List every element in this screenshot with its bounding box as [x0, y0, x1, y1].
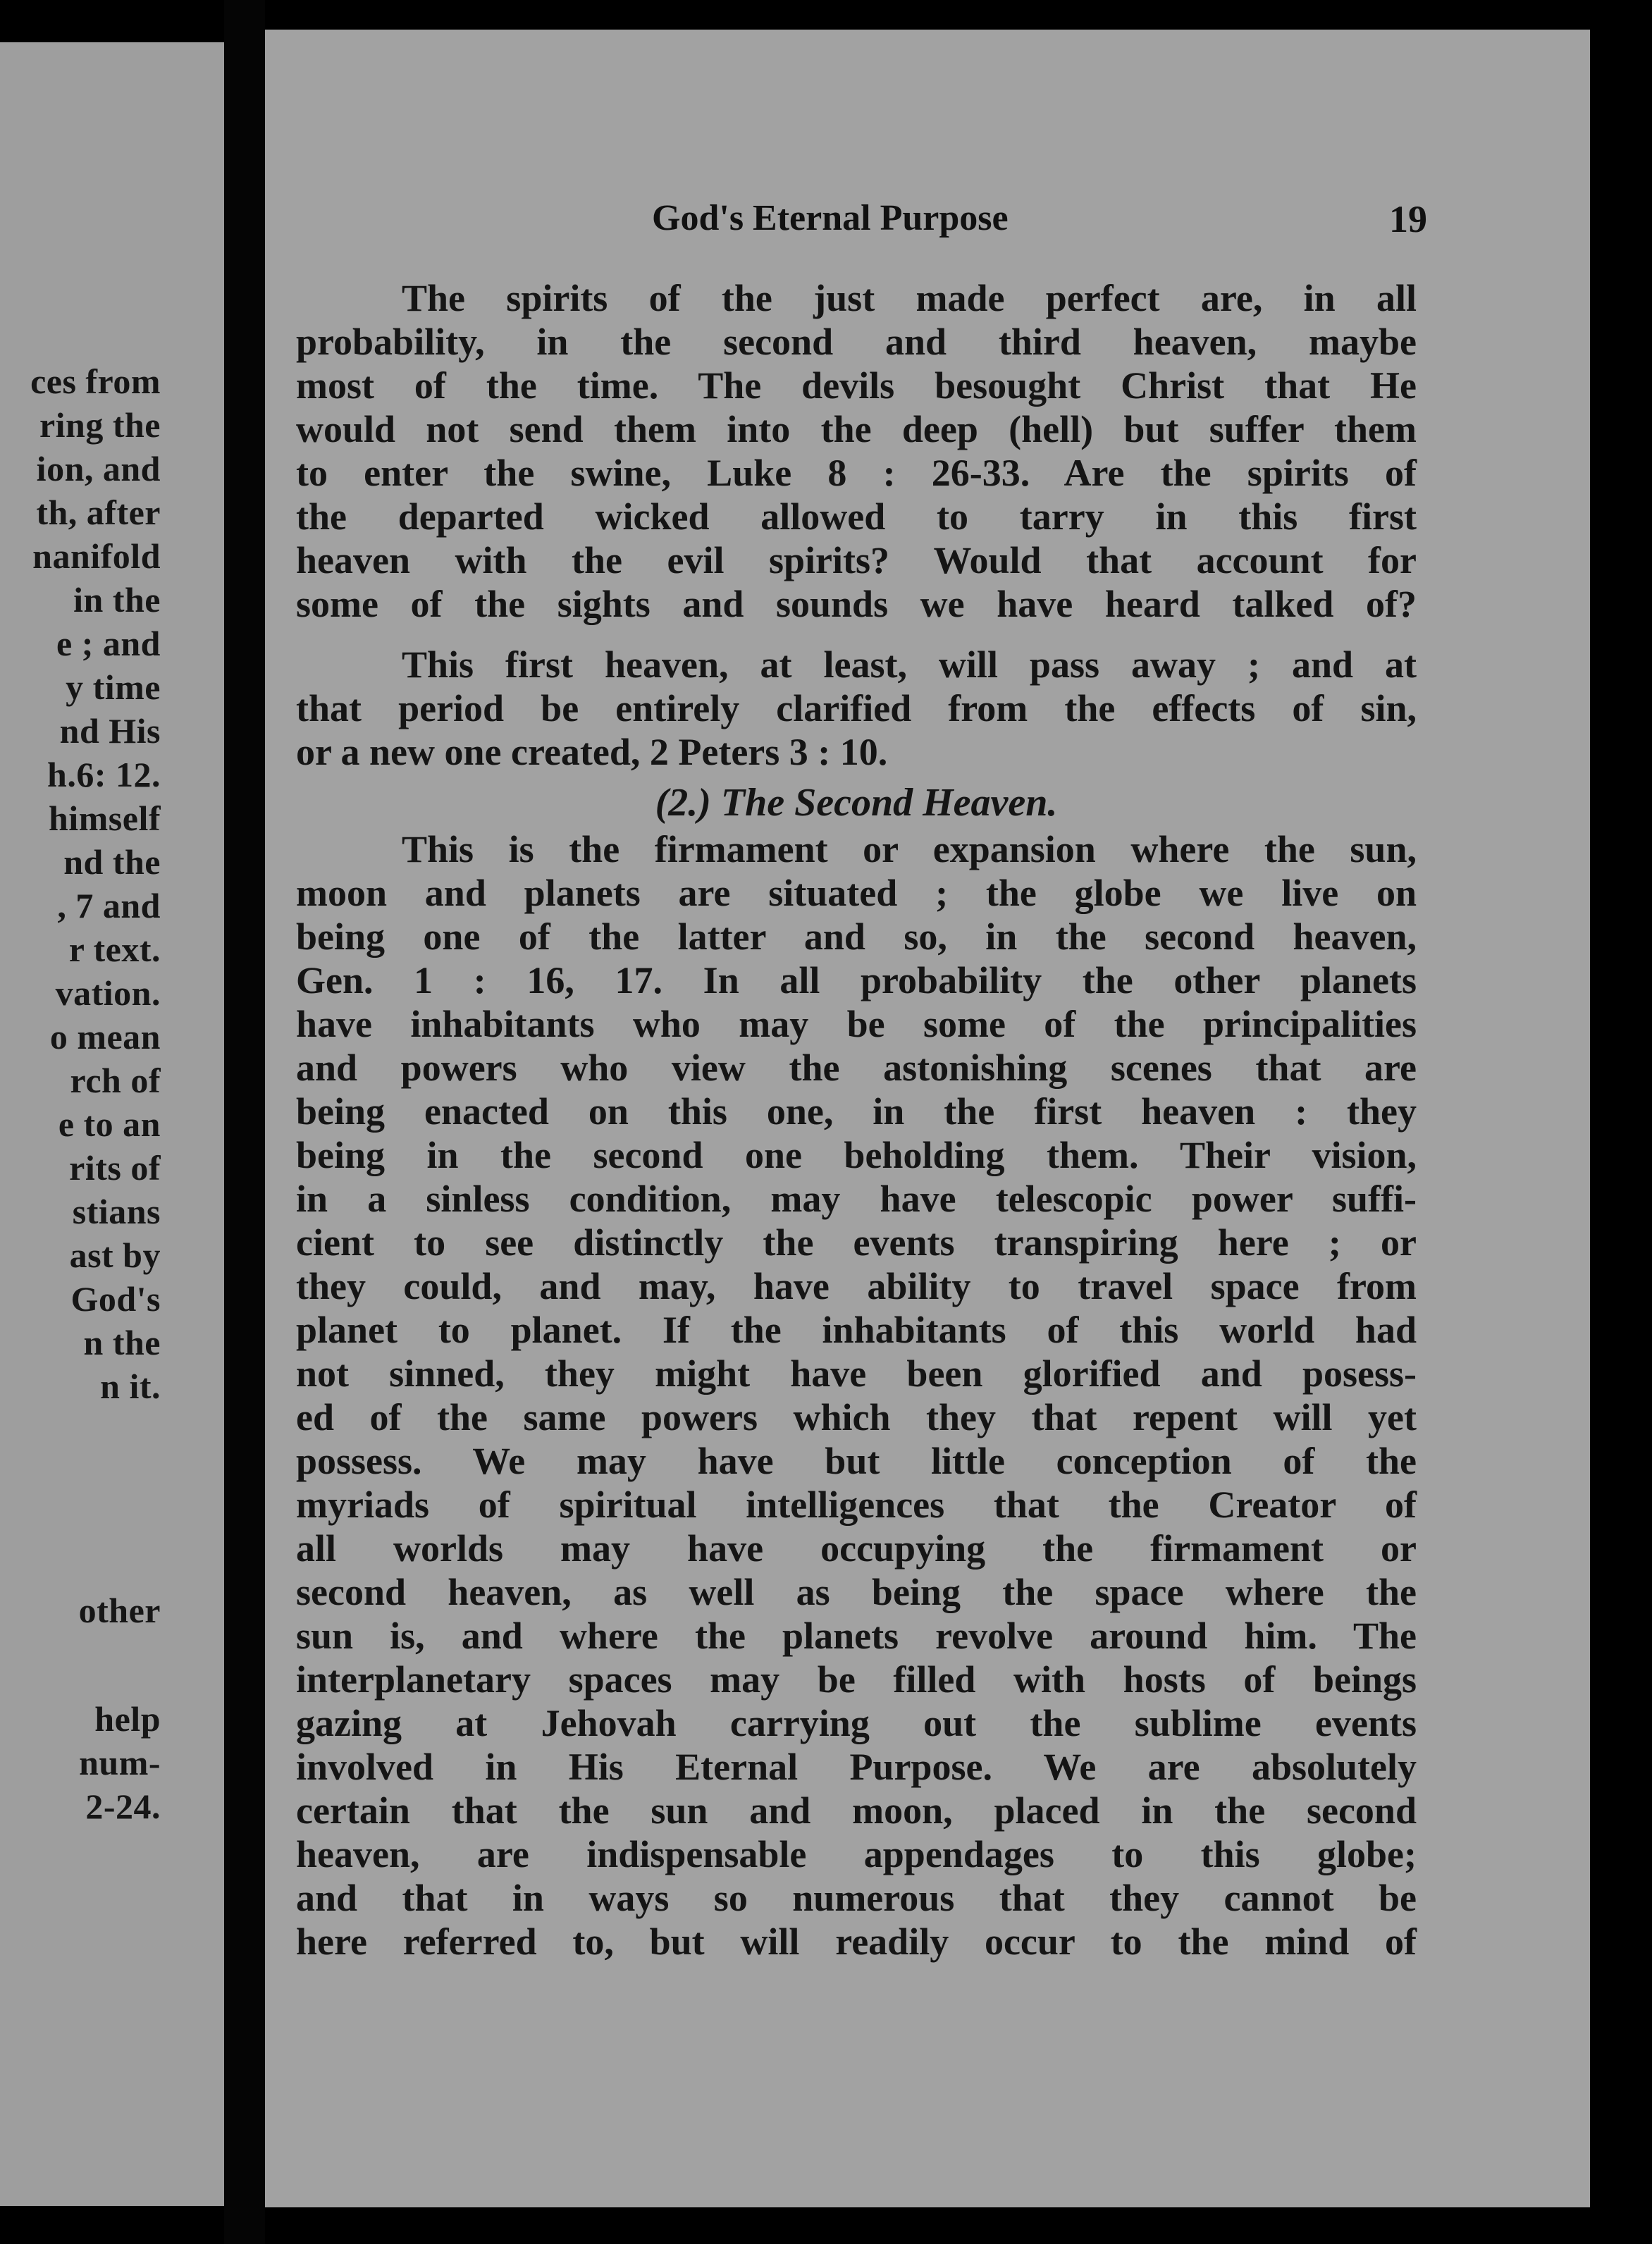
paragraph — [296, 643, 1417, 774]
text-line: This first heaven, at least, will pass away ; and at — [402, 643, 1417, 686]
left-page-line: y time — [66, 667, 161, 707]
text-line: probability, in the second and third heaven, maybe — [296, 321, 1417, 363]
text-line: myriads of spiritual intelligences that the Creator of — [296, 1484, 1417, 1526]
left-page-line: n the — [83, 1323, 161, 1362]
text-line: involved in His Eternal Purpose. We are absolutely — [296, 1746, 1417, 1788]
text-line: all worlds may have occupying the firmament or — [296, 1527, 1417, 1570]
text-line: ed of the same powers which they that repent will yet — [296, 1396, 1417, 1438]
left-page-line: ion, and — [36, 449, 161, 488]
text-line: they could, and may, have ability to travel space from — [296, 1265, 1417, 1307]
text-line: and that in ways so numerous that they cannot be — [296, 1877, 1417, 1919]
scan-border — [1590, 0, 1652, 2244]
left-page-line: e ; and — [56, 624, 161, 663]
section-heading: (2.) The Second Heaven. — [655, 781, 1058, 825]
left-page-line: ast by — [69, 1235, 161, 1275]
text-line: the departed wicked allowed to tarry in this first — [296, 495, 1417, 538]
text-line: This is the firmament or expansion where the sun, — [402, 828, 1417, 870]
page-body — [296, 276, 1417, 1964]
text-line: being one of the latter and so, in the second heaven, — [296, 916, 1417, 958]
text-line: to enter the swine, Luke 8 : 26-33. Are the spirits of — [296, 452, 1417, 494]
text-line: being in the second one beholding them. Their vision, — [296, 1134, 1417, 1176]
text-line: some of the sights and sounds we have heard talked of? — [296, 583, 1417, 625]
left-page-line: rits of — [69, 1148, 161, 1188]
text-line: interplanetary spaces may be filled with hosts of beings — [296, 1658, 1417, 1701]
left-page-line: o mean — [49, 1017, 161, 1056]
text-line: in a sinless condition, may have telescopic power suffi- — [296, 1178, 1417, 1220]
left-page-line: nd His — [59, 711, 161, 751]
book-gutter — [224, 0, 265, 2244]
left-page-line: th, after — [36, 493, 161, 532]
text-line: moon and planets are situated ; the globe we live on — [296, 872, 1417, 914]
left-page-line: ring the — [39, 405, 161, 445]
text-line: and powers who view the astonishing scenes that are — [296, 1047, 1417, 1089]
text-line: here referred to, but will readily occur to the mind of — [296, 1921, 1417, 1963]
left-page-line: help — [94, 1699, 161, 1739]
paragraph — [296, 276, 1417, 626]
left-page-line: in the — [73, 580, 161, 619]
left-page-line: num- — [79, 1743, 161, 1782]
text-line: The spirits of the just made perfect are, in all — [402, 277, 1417, 319]
left-page-line: e to an — [58, 1104, 161, 1144]
text-line: certain that the sun and moon, placed in the second — [296, 1789, 1417, 1832]
text-line: heaven with the evil spirits? Would that account for — [296, 539, 1417, 581]
page-number: 19 — [1389, 198, 1427, 240]
paragraph — [296, 827, 1417, 1964]
text-line: would not send them into the deep (hell) but suffer them — [296, 408, 1417, 450]
left-page-line: stians — [72, 1192, 161, 1231]
left-page-line: rch of — [70, 1061, 161, 1100]
text-line: most of the time. The devils besought Christ that He — [296, 364, 1417, 407]
text-line: Gen. 1 : 16, 17. In all probability the other planets — [296, 959, 1417, 1001]
text-line: or a new one created, 2 Peters 3 : 10. — [296, 731, 888, 773]
text-line: heaven, are indispensable appendages to this globe; — [296, 1833, 1417, 1875]
text-line: gazing at Jehovah carrying out the sublime events — [296, 1702, 1417, 1744]
left-page-line: ces from — [30, 362, 161, 401]
text-line: have inhabitants who may be some of the principalities — [296, 1003, 1417, 1045]
left-page-line: himself — [48, 799, 161, 838]
text-line: that period be entirely clarified from the effects of sin, — [296, 687, 1417, 729]
text-line: not sinned, they might have been glorified and posess- — [296, 1352, 1417, 1395]
text-line: cient to see distinctly the events transpiring here ; or — [296, 1221, 1417, 1264]
left-page-line: nanifold — [32, 536, 161, 576]
text-line: planet to planet. If the inhabitants of this world had — [296, 1309, 1417, 1351]
left-page-line: vation. — [55, 973, 161, 1013]
left-page-line: nd the — [63, 842, 161, 882]
running-title: God's Eternal Purpose — [652, 198, 1009, 238]
text-line: second heaven, as well as being the space where the — [296, 1571, 1417, 1613]
left-page-line: r text. — [68, 930, 161, 969]
left-page — [0, 42, 224, 2206]
page-header — [384, 197, 1427, 254]
text-line: sun is, and where the planets revolve around him. The — [296, 1615, 1417, 1657]
left-page-line: 2-24. — [85, 1787, 161, 1826]
left-page-line: God's — [70, 1279, 161, 1319]
left-page-line: n it. — [100, 1367, 161, 1406]
left-page-line: h.6: 12. — [47, 755, 161, 794]
text-line: being enacted on this one, in the first heaven : they — [296, 1090, 1417, 1133]
left-page-line: other — [78, 1591, 161, 1630]
left-page-line: , 7 and — [57, 886, 161, 925]
text-line: possess. We may have but little conception of the — [296, 1440, 1417, 1482]
